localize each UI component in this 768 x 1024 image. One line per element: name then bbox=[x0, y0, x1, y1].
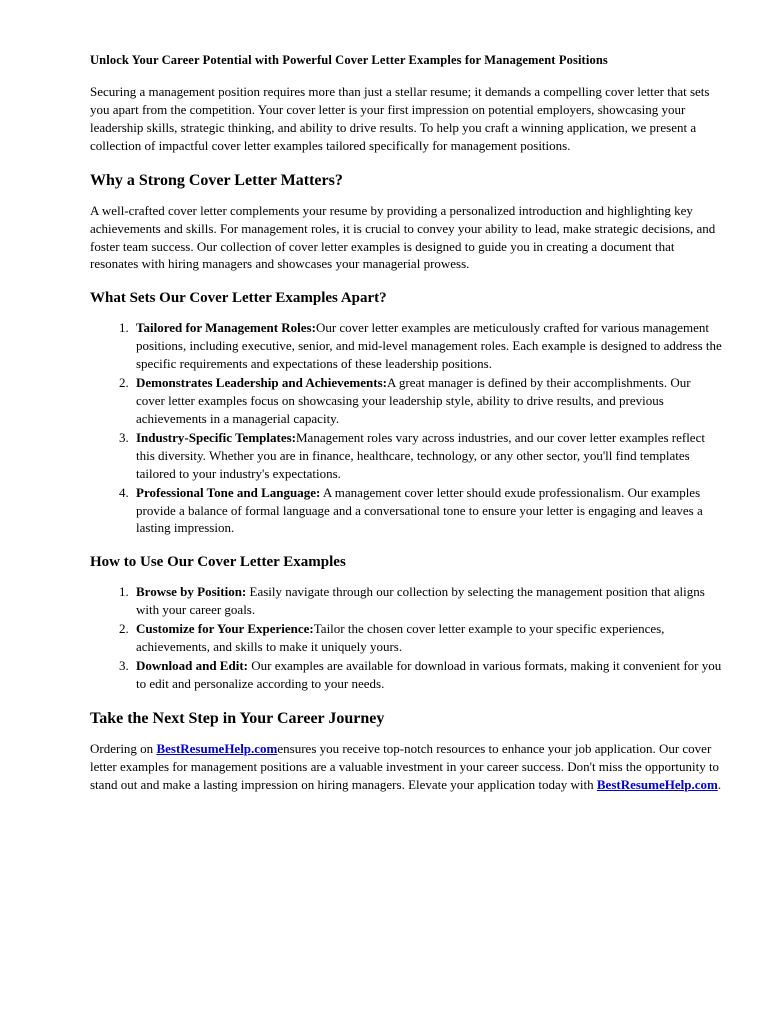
list-item-text: Our cover letter examples are meticulously crafted for various management positions, including executive, senior, and mid-level management roles. Each example is designed to address the specific requirements and expectations of these leadership positions. bbox=[136, 320, 722, 371]
list-item-lead: Professional Tone and Language: bbox=[136, 484, 321, 500]
list-item bbox=[132, 484, 722, 538]
section-heading-why-strong: Why a Strong Cover Letter Matters? bbox=[90, 171, 343, 189]
list-item bbox=[132, 583, 722, 619]
section-heading-what-sets-apart: What Sets Our Cover Letter Examples Apart? bbox=[90, 290, 387, 307]
list-how-to-use bbox=[90, 583, 722, 693]
closing-text-1: Ordering on bbox=[90, 740, 157, 756]
closing-text-3: . bbox=[717, 776, 722, 792]
list-item bbox=[132, 319, 722, 373]
list-item-text: Management roles vary across industries, and our cover letter examples reflect this diversity. Whether you are in finance, healthcare, technology, or any other sector, you'll find templates tailored to your industry's expectations. bbox=[136, 429, 705, 481]
section-heading-next-step: Take the Next Step in Your Career Journey bbox=[90, 709, 385, 727]
list-item bbox=[132, 620, 722, 656]
page-title: Unlock Your Career Potential with Powerful Cover Letter Examples for Management Positions bbox=[90, 53, 608, 67]
section-body-why-strong: A well-crafted cover letter complements your resume by providing a personalized introduction and highlighting key achievements and skills. For management roles, it is crucial to convey your ability to lead, make strategic decisions, and foster team success. Our collection of cover letter examples is designed to guide you in creating a document that resonates with hiring managers and showcases your managerial prowess. bbox=[90, 202, 716, 272]
list-item-text: Our examples are available for download in various formats, making it convenient for you to edit and personalize according to your needs. bbox=[136, 657, 722, 691]
list-item-lead: Download and Edit: bbox=[136, 657, 248, 673]
list-item bbox=[132, 374, 722, 428]
list-item-lead: Browse by Position: bbox=[136, 584, 247, 600]
intro-paragraph: Securing a management position requires more than just a stellar resume; it demands a compelling cover letter that sets you apart from the competition. Your cover letter is your first impression on potential employers, showcasing your leadership skills, strategic thinking, and ability to drive results. To help you craft a winning application, we present a collection of impactful cover letter examples tailored specifically for management positions. bbox=[90, 83, 710, 153]
list-item-lead: Customize for Your Experience: bbox=[136, 621, 314, 636]
section-heading-how-to-use: How to Use Our Cover Letter Examples bbox=[90, 554, 346, 571]
bestresumehelp-link-1[interactable]: BestResumeHelp.com bbox=[156, 740, 278, 756]
list-item-text: A great manager is defined by their accomplishments. Our cover letter examples focus on showcasing your leadership style, ability to drive results, and previous achievements in a managerial capacity. bbox=[136, 374, 691, 426]
list-item bbox=[132, 429, 722, 483]
list-what-sets-apart bbox=[90, 319, 722, 537]
bestresumehelp-link-2[interactable]: BestResumeHelp.com bbox=[596, 776, 718, 792]
list-item-text: Tailor the chosen cover letter example to your specific experiences, achievements, and skills to make it uniquely yours. bbox=[136, 621, 665, 654]
list-item-lead: Tailored for Management Roles: bbox=[136, 320, 316, 336]
closing-text-2: ensures you receive top-notch resources to enhance your job application. Our cover letter examples for management positions are a valuable investment in your career success. Don't miss the opportunity to stand out and make a lasting impression on hiring managers. Elevate your application today with bbox=[90, 740, 720, 792]
list-item-text: A management cover letter should exude professionalism. Our examples provide a balance of formal language and a conversational tone to ensure your letter is engaging and leaves a lasting impression. bbox=[136, 484, 703, 536]
closing-paragraph bbox=[90, 740, 722, 794]
list-item bbox=[132, 657, 722, 693]
list-item-text: Easily navigate through our collection by selecting the management position that aligns with your career goals. bbox=[136, 584, 705, 618]
list-item-lead: Industry-Specific Templates: bbox=[136, 429, 296, 445]
list-item-lead: Demonstrates Leadership and Achievements: bbox=[136, 374, 387, 390]
